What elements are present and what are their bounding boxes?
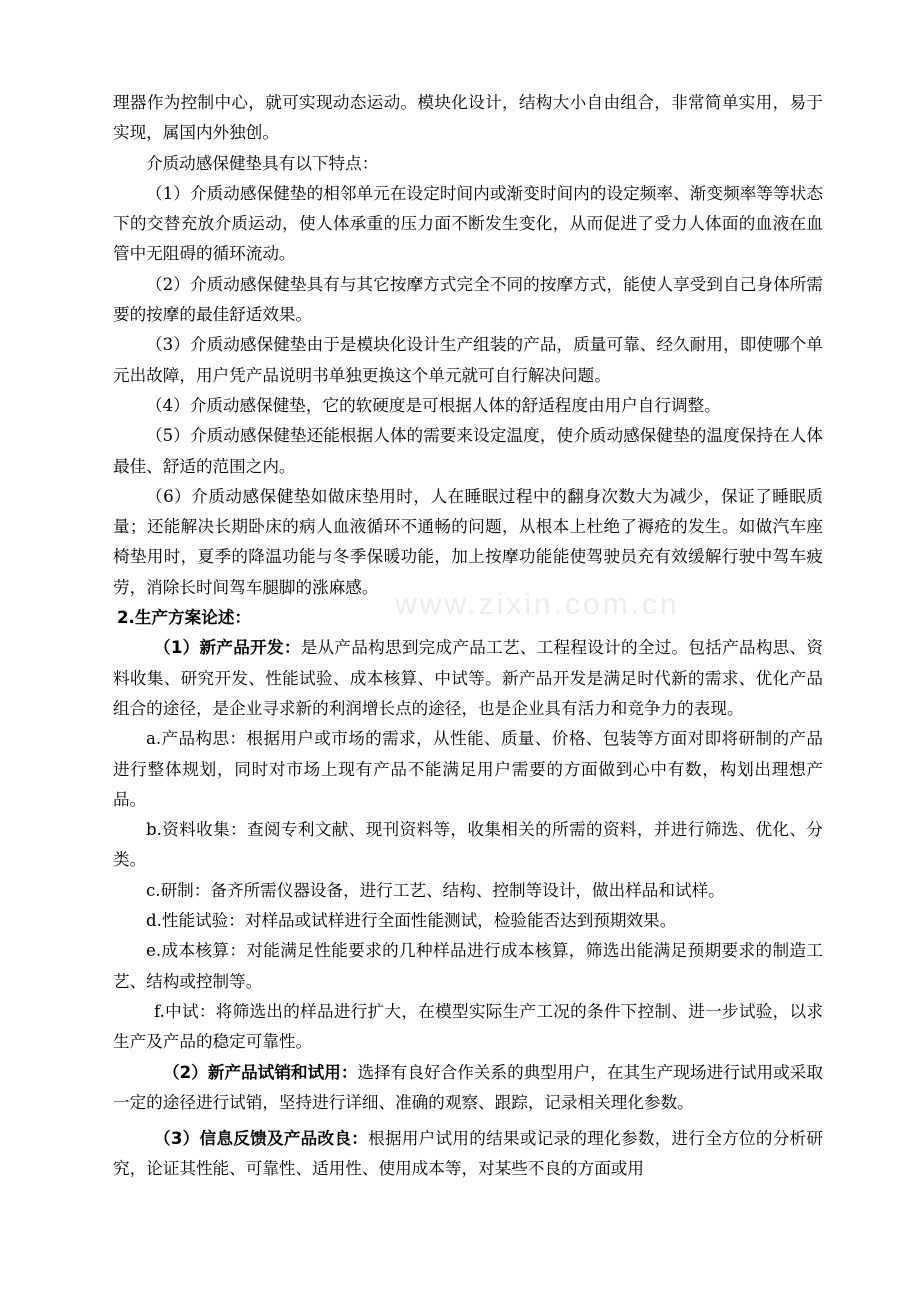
feature-2: （2）介质动感保健垫具有与其它按摩方式完全不同的按摩方式，能使人享受到自己身体所需要的按摩的最佳舒适效果。 [113, 274, 823, 325]
item-3 [113, 1124, 823, 1185]
item-1-text: 是从产品构思到完成产品工艺、工程程设计的全过。包括产品构思、资料收集、研究开发、性能试验、成本核算、中试等。新产品开发是满足时代新的需求、优化产品组合的途径，是企业寻求新的利润增长点的途径，也是企业具有活力和竞争力的表现。 [113, 638, 823, 718]
paragraph-continuation: 理器作为控制中心，就可实现动态运动。模块化设计，结构大小自由组合，非常简单实用，易于实现，属国内外独创。 [113, 93, 823, 143]
subitem-c: c.研制：备齐所需仪器设备，进行工艺、结构、控制等设计，做出样品和试样。 [146, 880, 725, 900]
subitem-b: b.资料收集：查阅专利文献、现刊资料等，收集相关的所需的资料，并进行筛选、优化、分类。 [113, 820, 823, 870]
subitem-f: f.中试：将筛选出的样品进行扩大，在模型实际生产工况的条件下控制、进一步试验，以求生产及产品的稳定可靠性。 [113, 1001, 823, 1052]
feature-1: （1）介质动感保健垫的相邻单元在设定时间内或渐变时间内的设定频率、渐变频率等等状态下的交替充放介质运动，使人体承重的压力面不断发生变化，从而促进了受力人体面的血液在血管中无阻碍的循环流动。 [113, 183, 823, 264]
subitem-d: d.性能试验：对样品或试样进行全面性能测试，检验能否达到预期效果。 [146, 911, 677, 931]
item-2-label: （2）新产品试销和试用： [163, 1062, 358, 1082]
feature-3: （3）介质动感保健垫由于是模块化设计生产组装的产品，质量可靠、经久耐用，即使哪个单元出故障，用户凭产品说明书单独更换这个单元就可自行解决问题。 [113, 335, 823, 385]
watermark: www.zixin.com.cn [395, 588, 680, 621]
item-1-label: （1）新产品开发： [154, 638, 301, 658]
item-1 [113, 633, 823, 724]
subitem-e: e.成本核算：对能满足性能要求的几种样品进行成本核算，筛选出能满足预期要求的制造工艺、结构或控制等。 [113, 941, 823, 991]
subitem-a: a.产品构思：根据用户或市场的需求，从性能、质量、价格、包装等方面对即将研制的产品进行整体规划，同时对市场上现有产品不能满足用户需要的方面做到心中有数，构划出理想产品。 [113, 729, 823, 809]
feature-6: （6）介质动感保健垫如做床垫用时，人在睡眠过程中的翻身次数大为减少，保证了睡眠质量；还能解决长期卧床的病人血液循环不通畅的问题，从根本上杜绝了褥疮的发生。如做汽车座椅垫用时，夏季的降温功能与冬季保暖功能，加上按摩功能能使驾驶员充有效缓解行驶中驾车疲劳，消除长时间驾车腿脚的涨麻感。 [113, 486, 823, 597]
item-3-label: （3）信息反馈及产品改良： [154, 1129, 369, 1149]
item-2-text: 选择有良好合作关系的典型用户，在其生产现场进行试用或采取一定的途径进行试销，坚持进行详细、准确的观察、跟踪，记录相关理化参数。 [113, 1062, 824, 1112]
features-intro: 介质动感保健垫具有以下特点： [146, 153, 379, 173]
section-heading: 2.生产方案论述： [117, 608, 252, 628]
feature-4: （4）介质动感保健垫，它的软硬度是可根据人体的舒适程度由用户自行调整。 [146, 395, 721, 415]
item-3-text: 根据用户试用的结果或记录的理化参数，进行全方位的分析研究，论证其性能、可靠性、适用性、使用成本等，对某些不良的方面或用 [113, 1129, 824, 1179]
document-page [113, 88, 823, 1185]
item-2 [113, 1058, 823, 1119]
feature-5: （5）介质动感保健垫还能根据人体的需要来设定温度，使介质动感保健垫的温度保持在人体最佳、舒适的范围之内。 [113, 426, 823, 476]
